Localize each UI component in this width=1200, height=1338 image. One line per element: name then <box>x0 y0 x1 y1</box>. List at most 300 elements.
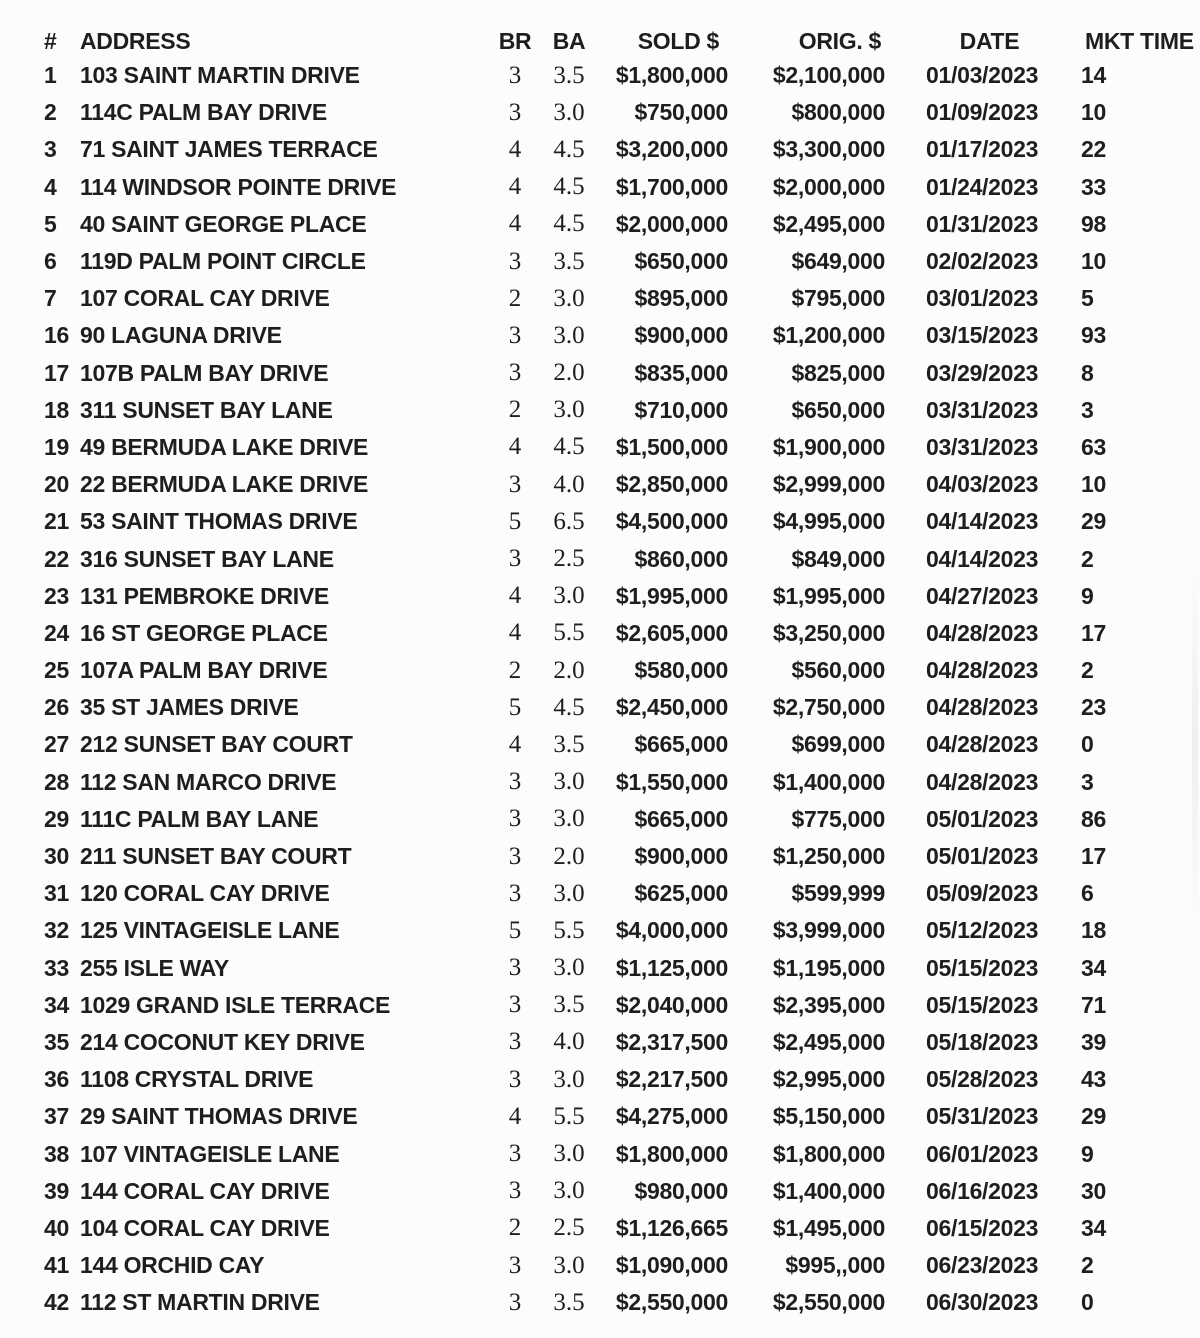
cell-sold: $1,550,000 <box>615 768 728 795</box>
cell-ba: 5.5 <box>553 1102 585 1130</box>
cell-date: 06/30/2023 <box>926 1289 1039 1316</box>
cell-ba: 2.5 <box>553 545 585 573</box>
cell-mkt: 29 <box>1081 508 1106 535</box>
cell-date: 05/15/2023 <box>926 991 1039 1018</box>
cell-mkt: 3 <box>1081 396 1094 423</box>
cell-num: 1 <box>44 62 57 89</box>
cell-address: 53 SAINT THOMAS DRIVE <box>80 508 358 535</box>
cell-address: 103 SAINT MARTIN DRIVE <box>80 62 360 89</box>
cell-orig: $2,550,000 <box>772 1289 885 1316</box>
cell-orig: $2,750,000 <box>772 694 885 721</box>
cell-mkt: 29 <box>1081 1103 1106 1130</box>
column-header-sold: SOLD $ <box>637 27 719 54</box>
cell-num: 37 <box>44 1103 69 1130</box>
cell-orig: $5,150,000 <box>772 1103 885 1130</box>
table-row <box>44 57 1200 94</box>
cell-br: 4 <box>508 619 522 647</box>
cell-address: 29 SAINT THOMAS DRIVE <box>80 1103 358 1130</box>
cell-num: 4 <box>44 173 57 200</box>
cell-mkt: 14 <box>1081 62 1106 89</box>
cell-mkt: 43 <box>1081 1066 1106 1093</box>
cell-address: 35 ST JAMES DRIVE <box>80 694 299 721</box>
cell-num: 2 <box>44 99 57 126</box>
cell-num: 25 <box>44 657 69 684</box>
cell-ba: 4.5 <box>553 433 585 461</box>
cell-orig: $795,000 <box>791 285 885 312</box>
cell-br: 4 <box>508 210 522 238</box>
cell-address: 16 ST GEORGE PLACE <box>80 619 328 646</box>
cell-orig: $825,000 <box>791 359 885 386</box>
cell-date: 01/17/2023 <box>926 136 1039 163</box>
column-header-br: BR <box>498 27 532 54</box>
cell-br: 3 <box>508 1028 522 1056</box>
cell-address: 111C PALM BAY LANE <box>80 805 319 832</box>
cell-address: 1029 GRAND ISLE TERRACE <box>80 991 391 1018</box>
column-header-num: # <box>44 27 57 54</box>
cell-address: 144 CORAL CAY DRIVE <box>80 1177 330 1204</box>
cell-orig: $2,495,000 <box>772 1028 885 1055</box>
cell-num: 42 <box>44 1289 69 1316</box>
cell-address: 311 SUNSET BAY LANE <box>80 396 333 423</box>
table-row <box>44 1284 1200 1321</box>
cell-mkt: 30 <box>1081 1177 1106 1204</box>
table-row <box>44 243 1200 280</box>
cell-num: 41 <box>44 1252 69 1279</box>
cell-mkt: 2 <box>1081 1252 1094 1279</box>
cell-num: 7 <box>44 285 57 312</box>
cell-sold: $1,090,000 <box>615 1252 728 1279</box>
cell-br: 4 <box>508 730 522 758</box>
cell-date: 06/01/2023 <box>926 1140 1039 1167</box>
cell-br: 3 <box>508 321 522 349</box>
cell-sold: $2,217,500 <box>615 1066 728 1093</box>
cell-mkt: 86 <box>1081 805 1106 832</box>
cell-mkt: 23 <box>1081 694 1106 721</box>
cell-address: 211 SUNSET BAY COURT <box>80 843 352 870</box>
cell-address: 107 CORAL CAY DRIVE <box>80 285 330 312</box>
cell-sold: $2,317,500 <box>615 1028 728 1055</box>
cell-ba: 4.0 <box>553 1028 585 1056</box>
cell-orig: $1,200,000 <box>772 322 885 349</box>
cell-date: 04/28/2023 <box>926 694 1039 721</box>
cell-date: 05/15/2023 <box>926 954 1039 981</box>
cell-orig: $4,995,000 <box>772 508 885 535</box>
cell-ba: 2.0 <box>553 359 585 387</box>
table-row <box>44 392 1200 429</box>
table-row <box>44 1173 1200 1210</box>
cell-ba: 3.0 <box>553 321 585 349</box>
cell-num: 31 <box>44 880 69 907</box>
cell-ba: 3.0 <box>553 284 585 312</box>
table-row <box>44 726 1200 763</box>
cell-date: 01/31/2023 <box>926 210 1039 237</box>
cell-date: 04/28/2023 <box>926 731 1039 758</box>
cell-date: 04/03/2023 <box>926 471 1039 498</box>
cell-ba: 3.0 <box>553 1140 585 1168</box>
cell-mkt: 9 <box>1081 582 1094 609</box>
cell-br: 3 <box>508 61 522 89</box>
cell-ba: 4.5 <box>553 173 585 201</box>
table-row <box>44 94 1200 131</box>
cell-ba: 2.0 <box>553 656 585 684</box>
cell-address: 120 CORAL CAY DRIVE <box>80 880 330 907</box>
cell-ba: 5.5 <box>553 619 585 647</box>
cell-address: 316 SUNSET BAY LANE <box>80 545 334 572</box>
cell-sold: $750,000 <box>634 99 728 126</box>
cell-orig: $699,000 <box>791 731 885 758</box>
cell-date: 01/09/2023 <box>926 99 1039 126</box>
cell-ba: 2.5 <box>553 1214 585 1242</box>
cell-sold: $665,000 <box>634 805 728 832</box>
table-header-row <box>44 25 1200 57</box>
cell-date: 04/14/2023 <box>926 508 1039 535</box>
cell-mkt: 2 <box>1081 657 1094 684</box>
cell-address: 71 SAINT JAMES TERRACE <box>80 136 378 163</box>
cell-num: 5 <box>44 210 57 237</box>
cell-sold: $2,040,000 <box>615 991 728 1018</box>
cell-orig: $1,400,000 <box>772 1177 885 1204</box>
column-header-address: ADDRESS <box>80 27 191 54</box>
cell-sold: $900,000 <box>634 843 728 870</box>
cell-sold: $1,126,665 <box>615 1214 728 1241</box>
cell-sold: $3,200,000 <box>615 136 728 163</box>
cell-num: 3 <box>44 136 57 163</box>
cell-ba: 2.0 <box>553 842 585 870</box>
cell-ba: 3.0 <box>553 396 585 424</box>
cell-num: 26 <box>44 694 69 721</box>
cell-sold: $900,000 <box>634 322 728 349</box>
cell-sold: $4,000,000 <box>615 917 728 944</box>
cell-date: 01/03/2023 <box>926 62 1039 89</box>
cell-mkt: 93 <box>1081 322 1106 349</box>
cell-address: 255 ISLE WAY <box>80 954 229 981</box>
cell-sold: $580,000 <box>634 657 728 684</box>
cell-address: 107A PALM BAY DRIVE <box>80 657 328 684</box>
table-row <box>44 466 1200 503</box>
table-row <box>44 1210 1200 1247</box>
cell-address: 1108 CRYSTAL DRIVE <box>80 1066 314 1093</box>
table-row <box>44 578 1200 615</box>
cell-date: 04/28/2023 <box>926 619 1039 646</box>
cell-mkt: 10 <box>1081 99 1106 126</box>
column-header-orig: ORIG. $ <box>798 27 881 54</box>
cell-br: 5 <box>508 507 522 535</box>
cell-address: 125 VINTAGEISLE LANE <box>80 917 340 944</box>
cell-mkt: 9 <box>1081 1140 1094 1167</box>
cell-num: 32 <box>44 917 69 944</box>
cell-date: 05/31/2023 <box>926 1103 1039 1130</box>
cell-address: 40 SAINT GEORGE PLACE <box>80 210 367 237</box>
cell-num: 16 <box>44 322 69 349</box>
cell-orig: $2,995,000 <box>772 1066 885 1093</box>
cell-orig: $849,000 <box>791 545 885 572</box>
cell-mkt: 10 <box>1081 471 1106 498</box>
cell-num: 17 <box>44 359 69 386</box>
cell-ba: 3.5 <box>553 991 585 1019</box>
cell-orig: $1,495,000 <box>772 1214 885 1241</box>
cell-address: 212 SUNSET BAY COURT <box>80 731 353 758</box>
cell-orig: $1,900,000 <box>772 433 885 460</box>
cell-num: 18 <box>44 396 69 423</box>
table-row <box>44 1061 1200 1098</box>
cell-date: 04/28/2023 <box>926 657 1039 684</box>
column-header-ba: BA <box>552 27 586 54</box>
cell-sold: $1,500,000 <box>615 433 728 460</box>
cell-date: 01/24/2023 <box>926 173 1039 200</box>
cell-orig: $2,100,000 <box>772 62 885 89</box>
cell-br: 3 <box>508 470 522 498</box>
cell-sold: $625,000 <box>634 880 728 907</box>
cell-date: 06/16/2023 <box>926 1177 1039 1204</box>
cell-ba: 3.0 <box>553 879 585 907</box>
cell-mkt: 22 <box>1081 136 1106 163</box>
cell-br: 3 <box>508 1288 522 1316</box>
cell-ba: 3.5 <box>553 730 585 758</box>
column-header-date: DATE <box>959 27 1020 54</box>
cell-num: 35 <box>44 1028 69 1055</box>
cell-ba: 4.5 <box>553 135 585 163</box>
cell-address: 119D PALM POINT CIRCLE <box>80 248 366 275</box>
cell-address: 49 BERMUDA LAKE DRIVE <box>80 433 369 460</box>
cell-br: 4 <box>508 582 522 610</box>
cell-date: 04/27/2023 <box>926 582 1039 609</box>
cell-num: 27 <box>44 731 69 758</box>
cell-address: 114C PALM BAY DRIVE <box>80 99 327 126</box>
cell-address: 112 SAN MARCO DRIVE <box>80 768 337 795</box>
cell-sold: $835,000 <box>634 359 728 386</box>
cell-orig: $995,,000 <box>785 1252 885 1279</box>
cell-br: 3 <box>508 545 522 573</box>
cell-address: 90 LAGUNA DRIVE <box>80 322 282 349</box>
cell-date: 03/29/2023 <box>926 359 1039 386</box>
cell-sold: $895,000 <box>634 285 728 312</box>
cell-num: 24 <box>44 619 69 646</box>
cell-br: 5 <box>508 693 522 721</box>
cell-mkt: 8 <box>1081 359 1094 386</box>
cell-num: 33 <box>44 954 69 981</box>
cell-br: 3 <box>508 842 522 870</box>
cell-orig: $1,800,000 <box>772 1140 885 1167</box>
cell-date: 03/01/2023 <box>926 285 1039 312</box>
cell-ba: 4.5 <box>553 693 585 721</box>
cell-orig: $1,995,000 <box>772 582 885 609</box>
cell-sold: $2,850,000 <box>615 471 728 498</box>
table-row <box>44 875 1200 912</box>
cell-orig: $3,300,000 <box>772 136 885 163</box>
cell-orig: $2,999,000 <box>772 471 885 498</box>
table-row <box>44 131 1200 168</box>
cell-mkt: 0 <box>1081 1289 1094 1316</box>
table-row <box>44 615 1200 652</box>
cell-ba: 3.0 <box>553 954 585 982</box>
cell-orig: $2,395,000 <box>772 991 885 1018</box>
cell-num: 6 <box>44 248 57 275</box>
table-row <box>44 689 1200 726</box>
cell-sold: $4,275,000 <box>615 1103 728 1130</box>
table-row <box>44 280 1200 317</box>
table-row <box>44 1024 1200 1061</box>
cell-orig: $599,999 <box>791 880 885 907</box>
cell-ba: 5.5 <box>553 916 585 944</box>
cell-orig: $3,250,000 <box>772 619 885 646</box>
cell-mkt: 3 <box>1081 768 1094 795</box>
cell-br: 4 <box>508 433 522 461</box>
cell-mkt: 17 <box>1081 843 1106 870</box>
table-row <box>44 206 1200 243</box>
cell-sold: $980,000 <box>634 1177 728 1204</box>
cell-address: 104 CORAL CAY DRIVE <box>80 1214 330 1241</box>
cell-address: 107 VINTAGEISLE LANE <box>80 1140 340 1167</box>
cell-br: 3 <box>508 98 522 126</box>
cell-num: 22 <box>44 545 69 572</box>
cell-date: 06/15/2023 <box>926 1214 1039 1241</box>
cell-orig: $1,195,000 <box>772 954 885 981</box>
table-row <box>44 987 1200 1024</box>
table-row <box>44 950 1200 987</box>
cell-sold: $1,700,000 <box>615 173 728 200</box>
cell-mkt: 39 <box>1081 1028 1106 1055</box>
table-row <box>44 652 1200 689</box>
cell-mkt: 63 <box>1081 433 1106 460</box>
cell-mkt: 17 <box>1081 619 1106 646</box>
cell-orig: $2,000,000 <box>772 173 885 200</box>
cell-ba: 6.5 <box>553 507 585 535</box>
cell-orig: $2,495,000 <box>772 210 885 237</box>
cell-mkt: 71 <box>1081 991 1106 1018</box>
cell-sold: $2,450,000 <box>615 694 728 721</box>
cell-ba: 3.0 <box>553 582 585 610</box>
cell-ba: 3.0 <box>553 1065 585 1093</box>
table-row <box>44 355 1200 392</box>
cell-br: 2 <box>508 1214 522 1242</box>
cell-br: 3 <box>508 247 522 275</box>
cell-date: 03/31/2023 <box>926 433 1039 460</box>
cell-sold: $1,125,000 <box>615 954 728 981</box>
table-row <box>44 429 1200 466</box>
cell-ba: 4.0 <box>553 470 585 498</box>
cell-br: 3 <box>508 359 522 387</box>
cell-br: 2 <box>508 284 522 312</box>
cell-num: 19 <box>44 433 69 460</box>
cell-br: 2 <box>508 656 522 684</box>
cell-sold: $2,605,000 <box>615 619 728 646</box>
cell-br: 3 <box>508 954 522 982</box>
cell-mkt: 34 <box>1081 954 1106 981</box>
table-body <box>44 57 1200 1321</box>
cell-orig: $800,000 <box>791 99 885 126</box>
table-row <box>44 912 1200 949</box>
cell-br: 3 <box>508 879 522 907</box>
cell-num: 40 <box>44 1214 69 1241</box>
cell-num: 36 <box>44 1066 69 1093</box>
cell-date: 05/18/2023 <box>926 1028 1039 1055</box>
cell-num: 38 <box>44 1140 69 1167</box>
cell-num: 23 <box>44 582 69 609</box>
cell-date: 05/12/2023 <box>926 917 1039 944</box>
cell-br: 2 <box>508 396 522 424</box>
table-row <box>44 838 1200 875</box>
cell-ba: 3.5 <box>553 61 585 89</box>
cell-br: 5 <box>508 916 522 944</box>
cell-num: 28 <box>44 768 69 795</box>
cell-br: 3 <box>508 1065 522 1093</box>
cell-orig: $1,400,000 <box>772 768 885 795</box>
cell-mkt: 33 <box>1081 173 1106 200</box>
cell-sold: $1,800,000 <box>615 62 728 89</box>
cell-sold: $710,000 <box>634 396 728 423</box>
table-row <box>44 1098 1200 1135</box>
cell-address: 112 ST MARTIN DRIVE <box>80 1289 320 1316</box>
cell-date: 03/15/2023 <box>926 322 1039 349</box>
cell-address: 214 COCONUT KEY DRIVE <box>80 1028 365 1055</box>
table-row <box>44 503 1200 540</box>
cell-br: 3 <box>508 805 522 833</box>
cell-orig: $649,000 <box>791 248 885 275</box>
cell-mkt: 10 <box>1081 248 1106 275</box>
cell-ba: 4.5 <box>553 210 585 238</box>
table-row <box>44 1247 1200 1284</box>
cell-mkt: 2 <box>1081 545 1094 572</box>
cell-address: 114 WINDSOR POINTE DRIVE <box>80 173 397 200</box>
table-row <box>44 169 1200 206</box>
cell-mkt: 34 <box>1081 1214 1106 1241</box>
cell-orig: $1,250,000 <box>772 843 885 870</box>
cell-date: 05/01/2023 <box>926 805 1039 832</box>
cell-sold: $4,500,000 <box>615 508 728 535</box>
table-row <box>44 1135 1200 1172</box>
table-row <box>44 317 1200 354</box>
cell-mkt: 98 <box>1081 210 1106 237</box>
cell-br: 3 <box>508 1251 522 1279</box>
cell-br: 3 <box>508 1177 522 1205</box>
cell-ba: 3.0 <box>553 1177 585 1205</box>
cell-sold: $650,000 <box>634 248 728 275</box>
cell-ba: 3.5 <box>553 1288 585 1316</box>
cell-num: 30 <box>44 843 69 870</box>
cell-orig: $775,000 <box>791 805 885 832</box>
cell-mkt: 0 <box>1081 731 1094 758</box>
cell-sold: $2,550,000 <box>615 1289 728 1316</box>
cell-date: 05/09/2023 <box>926 880 1039 907</box>
cell-br: 4 <box>508 1102 522 1130</box>
cell-sold: $860,000 <box>634 545 728 572</box>
cell-mkt: 5 <box>1081 285 1094 312</box>
cell-br: 3 <box>508 1140 522 1168</box>
cell-mkt: 18 <box>1081 917 1106 944</box>
cell-num: 21 <box>44 508 69 535</box>
cell-num: 34 <box>44 991 69 1018</box>
cell-ba: 3.0 <box>553 1251 585 1279</box>
cell-sold: $1,995,000 <box>615 582 728 609</box>
cell-sold: $2,000,000 <box>615 210 728 237</box>
cell-date: 04/28/2023 <box>926 768 1039 795</box>
cell-date: 02/02/2023 <box>926 248 1039 275</box>
cell-ba: 3.0 <box>553 768 585 796</box>
table-row <box>44 764 1200 801</box>
cell-br: 3 <box>508 768 522 796</box>
cell-address: 131 PEMBROKE DRIVE <box>80 582 329 609</box>
cell-address: 22 BERMUDA LAKE DRIVE <box>80 471 369 498</box>
cell-mkt: 6 <box>1081 880 1094 907</box>
cell-br: 4 <box>508 135 522 163</box>
cell-orig: $650,000 <box>791 396 885 423</box>
cell-date: 05/28/2023 <box>926 1066 1039 1093</box>
cell-address: 144 ORCHID CAY <box>80 1252 265 1279</box>
cell-sold: $1,800,000 <box>615 1140 728 1167</box>
cell-date: 03/31/2023 <box>926 396 1039 423</box>
cell-address: 107B PALM BAY DRIVE <box>80 359 329 386</box>
cell-br: 4 <box>508 173 522 201</box>
